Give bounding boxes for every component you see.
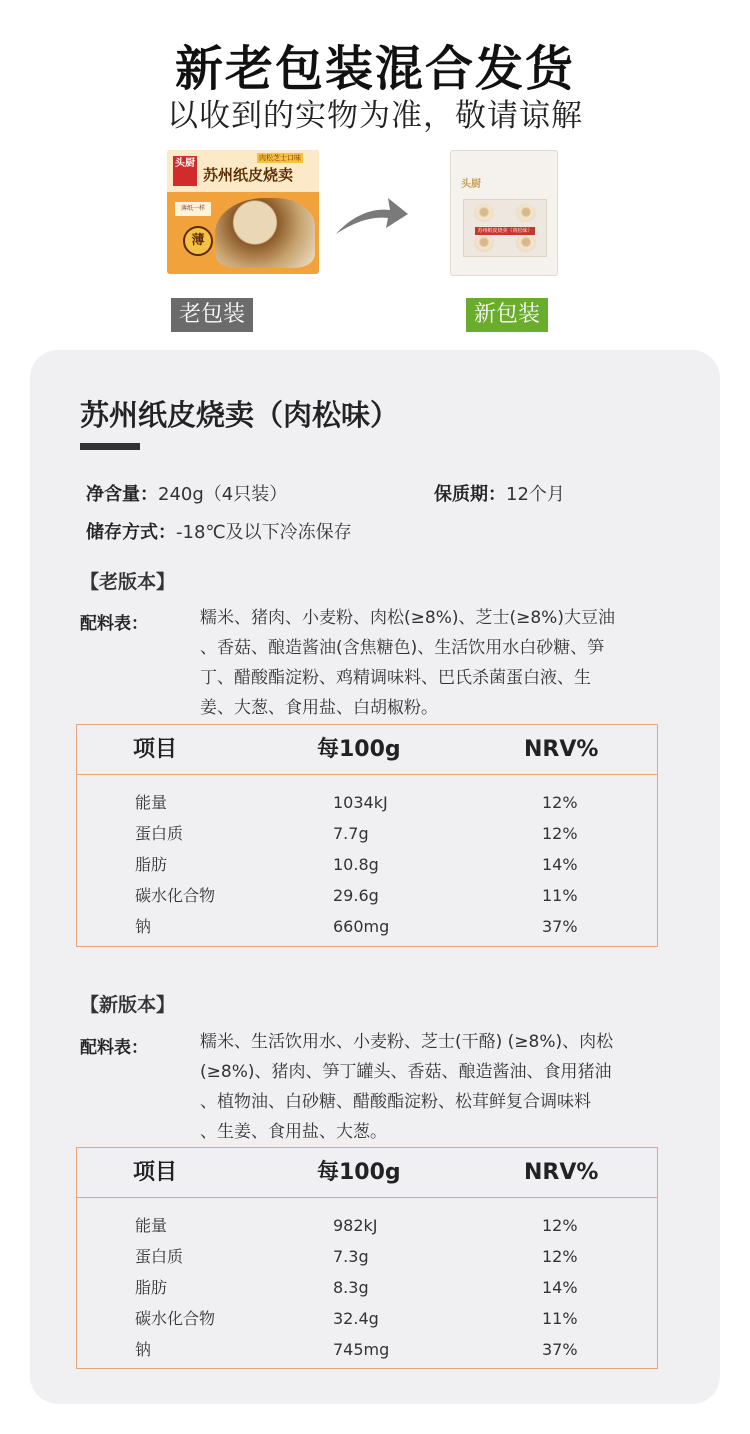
nutrient-name: 脂肪 [135, 855, 168, 874]
old-version-heading: 【老版本】 [80, 571, 176, 593]
subline: 以收到的实物为准，敬请谅解 [167, 98, 583, 134]
shumai-photo [516, 204, 536, 222]
nutrient-nrv: 12% [542, 793, 578, 812]
ingredients-line: 丁、醋酸酯淀粉、鸡精调味料、巴氏杀菌蛋白液、生 [200, 668, 591, 688]
table-row [77, 818, 657, 849]
table-row [77, 1303, 657, 1334]
ingredients-line: 糯米、猪肉、小麦粉、肉松(≥8%)、芝士(≥8%)大豆油 [200, 608, 615, 628]
ingredients-line: 、香菇、酿造酱油(含焦糖色)、生活饮用水白砂糖、笋 [200, 638, 605, 658]
old-package-image [167, 150, 319, 274]
nutrient-nrv: 12% [542, 1216, 578, 1235]
shelf-life [434, 480, 565, 506]
nutrient-nrv: 12% [542, 824, 578, 843]
arrow-right-icon [332, 192, 412, 242]
header-nrv: NRV% [524, 737, 599, 762]
ingredients-line: 、生姜、食用盐、大葱。 [200, 1122, 387, 1142]
storage-value: -18℃及以下冷冻保存 [176, 522, 352, 543]
headline: 新老包装混合发货 [174, 41, 575, 97]
package-name: 苏州纸皮烧卖 [203, 166, 294, 184]
nutrient-name: 脂肪 [135, 1278, 168, 1297]
brand-logo: 头厨 [461, 179, 481, 190]
ingredients-line: 姜、大葱、食用盐、白胡椒粉。 [200, 698, 438, 718]
table-row [77, 1334, 657, 1365]
header-item: 项目 [133, 737, 178, 762]
new-nutrition-table [76, 1147, 658, 1369]
nutrient-name: 钠 [135, 917, 152, 936]
net-content [86, 480, 287, 506]
new-version-heading: 【新版本】 [80, 994, 176, 1016]
table-row [77, 911, 657, 942]
table-row [77, 1210, 657, 1241]
new-package-label: 新包装 [466, 298, 548, 332]
header-item: 项目 [133, 1160, 178, 1185]
nutrient-name: 蛋白质 [135, 1247, 184, 1266]
header-per-100g: 每100g [317, 1160, 401, 1185]
nutrient-name: 能量 [135, 793, 168, 812]
nutrient-nrv: 11% [542, 886, 578, 905]
table-row [77, 880, 657, 911]
shumai-photo [474, 234, 494, 252]
table-row [77, 787, 657, 818]
shumai-photo [516, 234, 536, 252]
package-badge: 薄 [183, 226, 213, 256]
nutrient-name: 能量 [135, 1216, 168, 1235]
title-underline [80, 443, 140, 450]
shumai-photo [215, 198, 315, 268]
shelf-life-value: 12个月 [506, 484, 565, 505]
new-ingredients-text [200, 1027, 672, 1147]
nutrient-amount: 982kJ [333, 1216, 378, 1235]
new-ingredients-label: 配料表： [80, 1038, 148, 1058]
table-row [77, 1272, 657, 1303]
shumai-photo [474, 204, 494, 222]
nutrient-name: 蛋白质 [135, 824, 184, 843]
nutrient-nrv: 14% [542, 855, 578, 874]
ingredients-line: (≥8%)、猪肉、笋丁罐头、香菇、酿造酱油、食用猪油 [200, 1062, 612, 1082]
nutrient-amount: 32.4g [333, 1309, 379, 1328]
nutrient-name: 碳水化合物 [135, 1309, 216, 1328]
table-row [77, 1241, 657, 1272]
nutrient-amount: 10.8g [333, 855, 379, 874]
brand-logo: 头厨 [173, 156, 197, 186]
nutrient-nrv: 14% [542, 1278, 578, 1297]
table-header [77, 1148, 657, 1198]
nutrient-name: 碳水化合物 [135, 886, 216, 905]
old-ingredients-label: 配料表： [80, 614, 148, 634]
old-ingredients-text [200, 603, 672, 723]
nutrient-amount: 8.3g [333, 1278, 369, 1297]
package-tag: 肉松芝士口味 [259, 154, 301, 162]
old-package-label: 老包装 [171, 298, 253, 332]
table-header [77, 725, 657, 775]
nutrient-amount: 7.3g [333, 1247, 369, 1266]
package-stripe: 薄纸一样 [175, 202, 211, 216]
nutrient-amount: 1034kJ [333, 793, 388, 812]
nutrient-amount: 29.6g [333, 886, 379, 905]
table-row [77, 849, 657, 880]
ingredients-line: 、植物油、白砂糖、醋酸酯淀粉、松茸鲜复合调味料 [200, 1092, 591, 1112]
shelf-life-label: 保质期： [434, 484, 506, 505]
nutrient-amount: 745mg [333, 1340, 390, 1359]
header-nrv: NRV% [524, 1160, 599, 1185]
nutrient-amount: 7.7g [333, 824, 369, 843]
storage-label: 储存方式： [86, 522, 176, 543]
storage-method [86, 518, 352, 544]
nutrient-amount: 660mg [333, 917, 390, 936]
nutrient-nrv: 11% [542, 1309, 578, 1328]
package-label: 苏州纸皮烧卖（肉松味） [475, 227, 535, 235]
new-package-image [450, 150, 558, 276]
ingredients-line: 糯米、生活饮用水、小麦粉、芝士(干酪) (≥8%)、肉松 [200, 1032, 614, 1052]
nutrient-nrv: 37% [542, 917, 578, 936]
net-content-label: 净含量： [86, 484, 158, 505]
nutrient-nrv: 37% [542, 1340, 578, 1359]
product-title: 苏州纸皮烧卖（肉松味） [80, 398, 400, 432]
net-content-value: 240g（4只装） [158, 484, 288, 505]
header-per-100g: 每100g [317, 737, 401, 762]
old-nutrition-table [76, 724, 658, 947]
nutrient-nrv: 12% [542, 1247, 578, 1266]
nutrient-name: 钠 [135, 1340, 152, 1359]
